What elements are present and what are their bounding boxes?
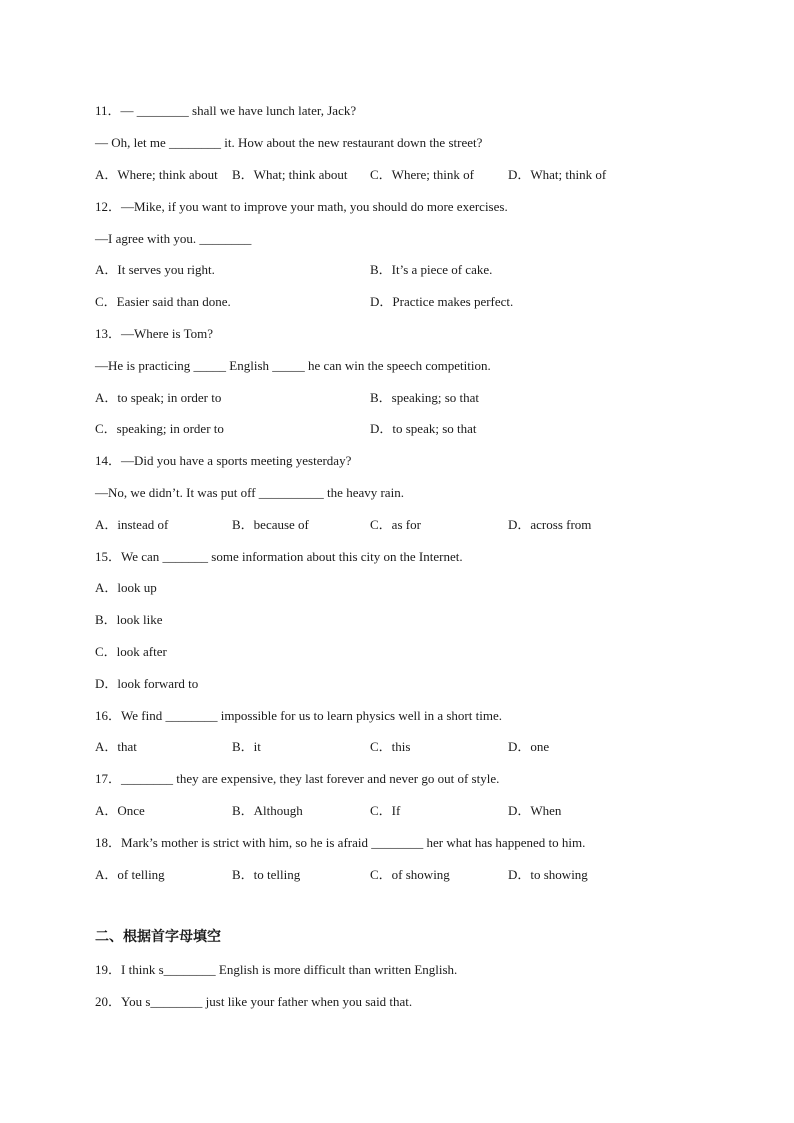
q14-option-c[interactable]: C．as for: [370, 517, 421, 532]
question-15-stem: [95, 549, 463, 565]
question-text: —Did you have a sports meeting yesterday?: [121, 453, 352, 468]
question-14-reply: —No, we didn’t. It was put off __________ the heavy rain.: [95, 485, 404, 500]
question-13-stem: [95, 326, 213, 342]
q12-option-b[interactable]: B．It’s a piece of cake.: [370, 262, 493, 277]
q15-option-a[interactable]: A．look up: [95, 580, 157, 595]
question-text: We can _______ some information about this city on the Internet.: [121, 549, 463, 564]
question-text: — ________ shall we have lunch later, Jack?: [120, 103, 357, 118]
q14-option-a[interactable]: A．instead of: [95, 517, 169, 532]
q12-option-c[interactable]: C．Easier said than done.: [95, 294, 231, 309]
question-number: 12．: [95, 199, 122, 214]
q13-option-a[interactable]: A．to speak; in order to: [95, 390, 222, 405]
question-19: [95, 962, 457, 978]
q15-option-d[interactable]: D．look forward to: [95, 676, 199, 691]
question-number: 16．: [95, 708, 122, 723]
question-number: 17．: [95, 771, 122, 786]
q16-option-c[interactable]: C．this: [370, 739, 411, 754]
q17-option-d[interactable]: D．When: [508, 803, 562, 818]
question-14-stem: [95, 453, 351, 469]
question-number: 15．: [95, 549, 122, 564]
question-number: 20．: [95, 994, 122, 1009]
q11-option-b[interactable]: B．What; think about: [232, 167, 348, 182]
question-number: 11．: [95, 103, 121, 118]
q18-option-d[interactable]: D．to showing: [508, 867, 588, 882]
q16-option-b[interactable]: B．it: [232, 739, 261, 754]
q15-option-c[interactable]: C．look after: [95, 644, 167, 659]
question-12-stem: [95, 199, 508, 215]
question-20: [95, 994, 412, 1010]
question-17-stem: [95, 771, 499, 787]
question-number: 18．: [95, 835, 122, 850]
question-11-reply: — Oh, let me ________ it. How about the new restaurant down the street?: [95, 135, 483, 150]
question-number: 13．: [95, 326, 122, 341]
question-12-reply: —I agree with you. ________: [95, 231, 252, 246]
question-11-stem: [95, 103, 356, 119]
question-number: 19．: [95, 962, 122, 977]
q17-option-b[interactable]: B．Although: [232, 803, 303, 818]
q14-option-b[interactable]: B．because of: [232, 517, 309, 532]
question-text: I think s________ English is more difficult than written English.: [121, 962, 458, 977]
section-2-heading: 二、根据首字母填空: [95, 929, 221, 945]
question-text: You s________ just like your father when you said that.: [121, 994, 413, 1009]
question-text: —Where is Tom?: [121, 326, 214, 341]
q18-option-b[interactable]: B．to telling: [232, 867, 301, 882]
question-18-stem: [95, 835, 585, 851]
q17-option-c[interactable]: C．If: [370, 803, 401, 818]
question-text: —Mike, if you want to improve your math, you should do more exercises.: [121, 199, 508, 214]
q14-option-d[interactable]: D．across from: [508, 517, 592, 532]
q12-option-a[interactable]: A．It serves you right.: [95, 262, 215, 277]
q18-option-c[interactable]: C．of showing: [370, 867, 450, 882]
q15-option-b[interactable]: B．look like: [95, 612, 163, 627]
q13-option-d[interactable]: D．to speak; so that: [370, 421, 477, 436]
question-text: We find ________ impossible for us to learn physics well in a short time.: [121, 708, 502, 723]
q11-option-a[interactable]: A．Where; think about: [95, 167, 218, 182]
question-13-reply: —He is practicing _____ English _____ he can win the speech competition.: [95, 358, 491, 373]
question-text: ________ they are expensive, they last forever and never go out of style.: [121, 771, 500, 786]
question-text: Mark’s mother is strict with him, so he is afraid ________ her what has happened to him.: [121, 835, 586, 850]
q16-option-a[interactable]: A．that: [95, 739, 137, 754]
q13-option-b[interactable]: B．speaking; so that: [370, 390, 480, 405]
q13-option-c[interactable]: C．speaking; in order to: [95, 421, 224, 436]
q16-option-d[interactable]: D．one: [508, 739, 550, 754]
question-number: 14．: [95, 453, 122, 468]
question-16-stem: [95, 708, 502, 724]
q11-option-d[interactable]: D．What; think of: [508, 167, 607, 182]
q12-option-d[interactable]: D．Practice makes perfect.: [370, 294, 514, 309]
q18-option-a[interactable]: A．of telling: [95, 867, 165, 882]
q17-option-a[interactable]: A．Once: [95, 803, 145, 818]
q11-option-c[interactable]: C．Where; think of: [370, 167, 474, 182]
